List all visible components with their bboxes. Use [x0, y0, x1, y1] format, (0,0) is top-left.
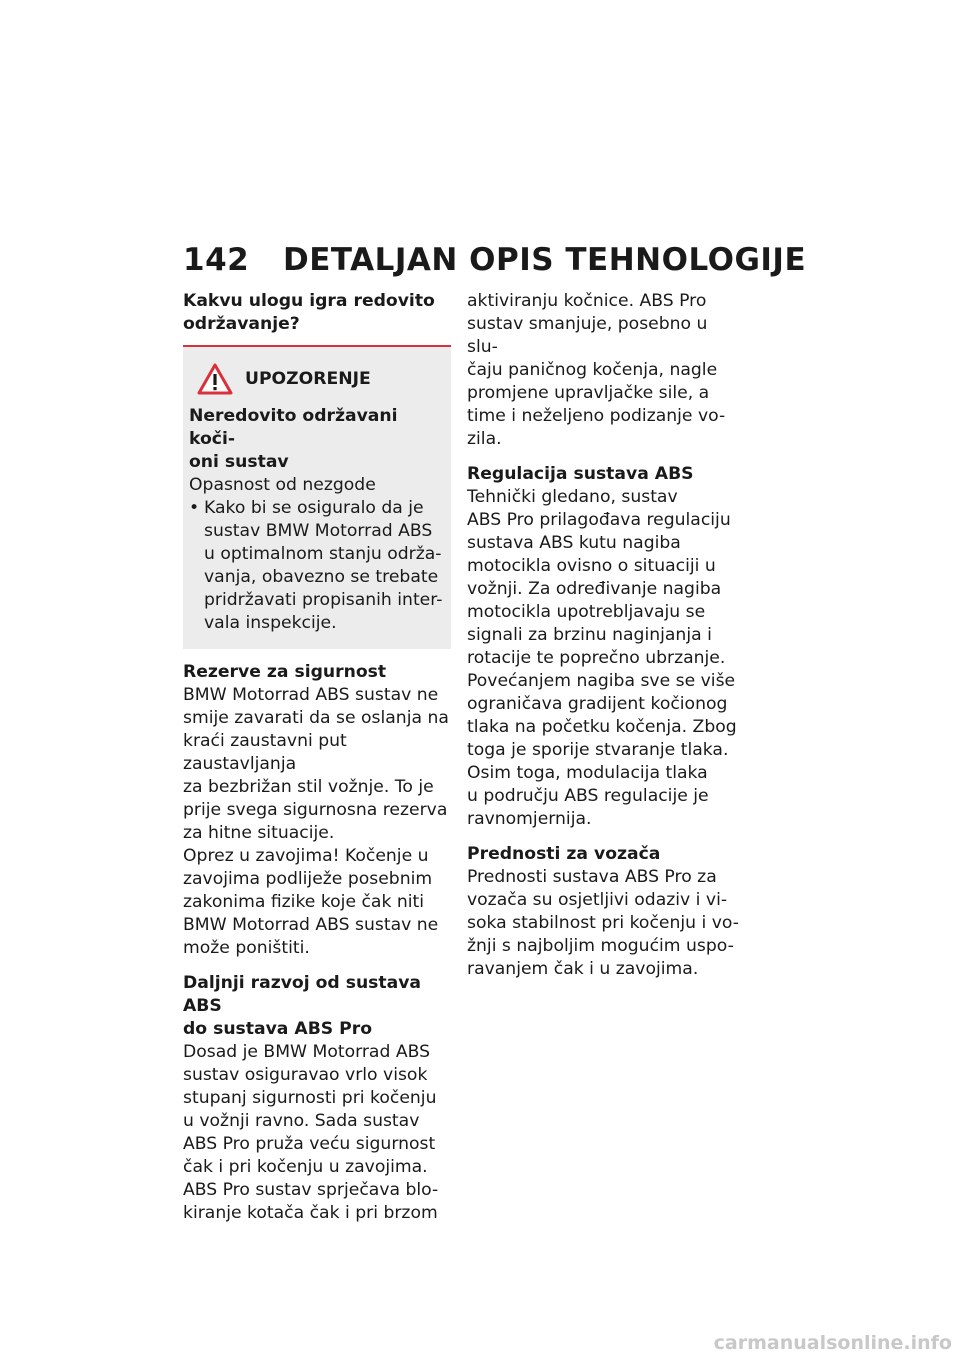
section-heading-maintenance: Kakvu ulogu igra redovito održavanje? [183, 291, 435, 334]
chapter-title: DETALJAN OPIS TEHNOLOGIJE [283, 242, 807, 278]
warning-bullet [189, 497, 443, 635]
section-heading-safety-reserve: Rezerve za sigurnost [183, 662, 387, 682]
section-heading-rider-benefits: Prednosti za vozača [467, 844, 661, 864]
warning-triangle-icon [197, 363, 233, 395]
warning-box [183, 345, 451, 649]
warning-text: Opasnost od nezgode [189, 475, 376, 495]
section-heading-abs-pro: Daljnji razvoj od sustava ABS do sustava ABS Pro [183, 973, 422, 1039]
section-text-abs-regulation: Tehnički gledano, sustav ABS Pro prilagođava regulaciju sustava ABS kutu nagiba motocikla ovisno o situaciji u vožnji. Za određivanje nagiba motocikla upotrebljavaju se signali za brzinu naginjanja i rotacije te poprečno ubrzanje. Povećanjem nagiba sve se više ograničava gradijent kočionog tlaka na početku kočenja. Zbog toga je sporije stvaranje tlaka. Osim toga, modulacija tlaka u području ABS regulacije je ravnomjernija. [467, 487, 737, 829]
bullet-dot: • [189, 498, 200, 518]
warning-bullet-text: Kako bi se osiguralo da je sustav BMW Motorrad ABS u optimalnom stanju održa- vanja, obavezno se trebate pridržavati propisanih inter- vala inspekcije. [204, 498, 443, 633]
section-text-rider-benefits: Prednosti sustava ABS Pro za vozača su osjetljivi odaziv i vi- soka stabilnost pri kočenju i vo- žnji s najboljim mogućim uspo- ravanjem čak i u zavojima. [467, 867, 739, 979]
warning-title: UPOZORENJE [245, 368, 371, 389]
left-column [183, 290, 451, 1225]
right-column [467, 290, 739, 981]
page-header [183, 240, 806, 280]
warning-header [189, 361, 443, 397]
section-text-continuation: aktiviranju kočnice. ABS Pro sustav smanjuje, posebno u slu- čaju paničnog kočenja, nagle promjene upravljačke sile, a time i neželjeno podizanje vo- zila. [467, 291, 726, 449]
watermark: carmanualsonline.info [713, 1332, 952, 1354]
page-number: 142 [183, 242, 250, 278]
warning-heading: Neredovito održavani koči- oni sustav [189, 406, 398, 472]
section-text-safety-reserve: BMW Motorrad ABS sustav ne smije zavarati da se oslanja na kraći zaustavni put zaustavljanja za bezbrižan stil vožnje. To je prije svega sigurnosna rezerva za hitne situacije. Oprez u zavojima! Kočenje u zavojima podliježe posebnim zakonima fizike koje čak niti BMW Motorrad ABS sustav ne može poništiti. [183, 685, 449, 958]
section-text-abs-pro: Dosad je BMW Motorrad ABS sustav osiguravao vrlo visok stupanj sigurnosti pri kočenju u vožnji ravno. Sada sustav ABS Pro pruža veću sigurnost čak i pri kočenju u zavojima. ABS Pro sustav sprječava blo- kiranje kotača čak i pri brzom [183, 1042, 439, 1223]
section-heading-abs-regulation: Regulacija sustava ABS [467, 464, 694, 484]
